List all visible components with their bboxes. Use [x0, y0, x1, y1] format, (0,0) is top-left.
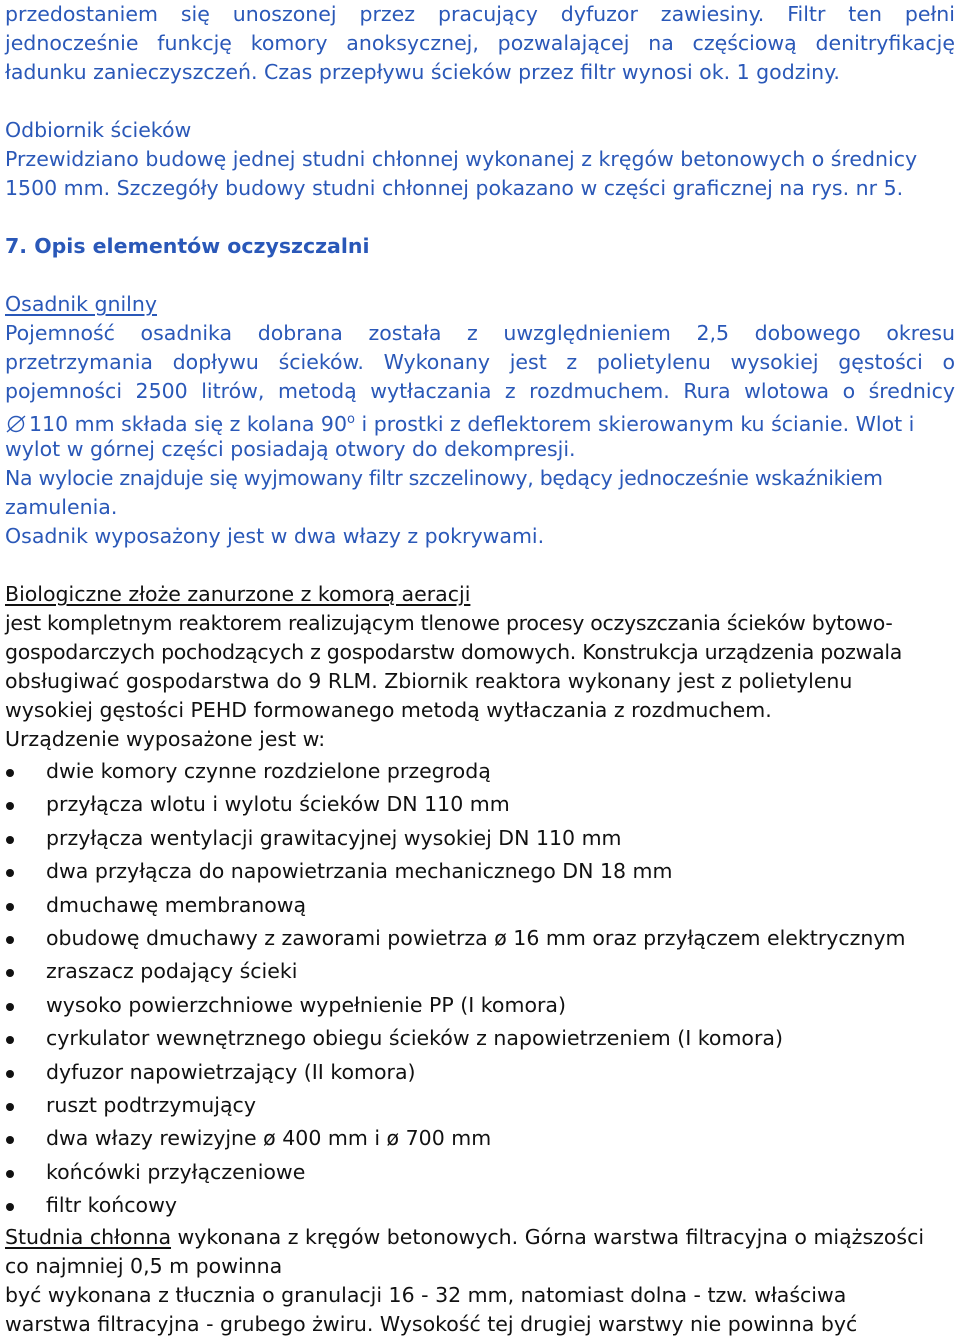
- list-item-text: końcówki przyłączeniowe: [46, 1159, 306, 1184]
- bullet-icon: [6, 1070, 14, 1078]
- bullet-icon: [6, 769, 14, 777]
- osadnik-line-4-a: 110 mm składa się z kolana 90: [29, 411, 348, 436]
- bullet-icon: [6, 1136, 14, 1144]
- zloze-line-2: gospodarczych pochodzących z gospodarstw domowych. Konstrukcja urządzenia pozwala: [5, 640, 903, 664]
- section-7-title: 7. Opis elementów oczyszczalni: [5, 234, 370, 258]
- studnia-line-4: warstwa filtracyjna - grubego żwiru. Wysokość tej drugiej warstwy nie powinna być: [5, 1312, 858, 1336]
- osadnik-line-5: wylot w górnej części posiadają otwory do dekompresji.: [5, 437, 576, 461]
- list-item-text: dwa przyłącza do napowietrzania mechanicznego DN 18 mm: [46, 859, 673, 884]
- list-item-text: dyfuzor napowietrzający (II komora): [46, 1059, 416, 1084]
- osadnik-line-3: pojemności 2500 litrów, metodą wytłaczania z rozdmuchem. Rura wlotowa o średnicy: [5, 379, 955, 403]
- list-item-text: zraszacz podający ścieki: [46, 959, 298, 984]
- intro-line-1: przedostaniem się unoszonej przez pracujący dyfuzor zawiesiny. Filtr ten pełni: [5, 2, 955, 26]
- studnia-line-1: [5, 1223, 924, 1251]
- list-item-text: wysoko powierzchniowe wypełnienie PP (I komora): [46, 992, 566, 1017]
- bullet-icon: [6, 1103, 14, 1111]
- osadnik-heading: Osadnik gnilny: [5, 292, 157, 316]
- bullet-icon: [6, 1203, 14, 1211]
- list-item-text: dwie komory czynne rozdzielone przegrodą: [46, 759, 491, 783]
- list-item-text: dwa włazy rewizyjne ø 400 mm i ø 700 mm: [46, 1126, 492, 1151]
- osadnik-line-8: Osadnik wyposażony jest w dwa włazy z pokrywami.: [5, 524, 545, 548]
- list-item-text: przyłącza wlotu i wylotu ścieków DN 110 mm: [46, 792, 510, 817]
- list-item-text: filtr końcowy: [46, 1193, 177, 1218]
- osadnik-line-6: Na wylocie znajduje się wyjmowany filtr szczelinowy, będący jednocześnie wskaźnikiem: [5, 466, 883, 490]
- bullet-icon: [6, 802, 14, 810]
- intro-line-3: ładunku zanieczyszczeń. Czas przepływu ścieków przez filtr wynosi ok. 1 godziny.: [5, 60, 840, 84]
- list-item-text: cyrkulator wewnętrznego obiegu ścieków z napowietrzeniem (I komora): [46, 1026, 783, 1051]
- osadnik-line-1: Pojemność osadnika dobrana została z uwzględnieniem 2,5 dobowego okresu: [5, 321, 955, 345]
- zloze-line-4: wysokiej gęstości PEHD formowanego metodą wytłaczania z rozdmuchem.: [5, 698, 772, 722]
- osadnik-line-7: zamulenia.: [5, 495, 118, 519]
- bullet-icon: [6, 936, 14, 944]
- osadnik-line-4-b: i prostki z deflektorem skierowanym ku ścianie. Wlot i: [354, 411, 915, 436]
- list-item-text: przyłącza wentylacji grawitacyjnej wysokiej DN 110 mm: [46, 825, 622, 850]
- intro-line-2: jednocześnie funkcję komory anoksycznej, pozwalającej na częściową denitryfikację: [5, 31, 955, 55]
- list-item-text: obudowę dmuchawy z zaworami powietrza ø 16 mm oraz przyłączem elektrycznym: [46, 926, 906, 950]
- zloze-line-3: obsługiwać gospodarstwa do 9 RLM. Zbiornik reaktora wykonany jest z polietylenu: [5, 669, 853, 693]
- diameter-icon: [5, 415, 27, 433]
- studnia-line-2: co najmniej 0,5 m powinna: [5, 1254, 283, 1278]
- odbiornik-heading: Odbiornik ścieków: [5, 118, 192, 142]
- bullet-icon: [6, 836, 14, 844]
- studnia-line-3: być wykonana z tłucznia o granulacji 16 - 32 mm, natomiast dolna - tzw. właściwa: [5, 1283, 847, 1307]
- odbiornik-line-2: 1500 mm. Szczegóły budowy studni chłonnej pokazano w części graficznej na rys. nr 5.: [5, 176, 904, 200]
- bullet-icon: [6, 869, 14, 877]
- bullet-icon: [6, 1036, 14, 1044]
- bullet-icon: [6, 969, 14, 977]
- bullet-icon: [6, 1003, 14, 1011]
- bullet-icon: [6, 903, 14, 911]
- studnia-heading: Studnia chłonna: [5, 1225, 172, 1249]
- osadnik-line-4: [5, 406, 914, 438]
- bullet-icon: [6, 1170, 14, 1178]
- zloze-heading: Biologiczne złoże zanurzone z komorą aeracji: [5, 582, 471, 606]
- studnia-line-1-rest: wykonana z kręgów betonowych. Górna warstwa filtracyjna o miąższości: [171, 1225, 925, 1249]
- zloze-line-1: jest kompletnym reaktorem realizującym tlenowe procesy oczyszczania ścieków bytowo-: [5, 611, 893, 635]
- zloze-line-5: Urządzenie wyposażone jest w:: [5, 727, 326, 751]
- osadnik-line-2: przetrzymania dopływu ścieków. Wykonany jest z polietylenu wysokiej gęstości o: [5, 350, 955, 374]
- list-item-text: ruszt podtrzymujący: [46, 1093, 256, 1117]
- degree-mark: o: [347, 412, 355, 427]
- odbiornik-line-1: Przewidziano budowę jednej studni chłonnej wykonanej z kręgów betonowych o średnicy: [5, 147, 918, 171]
- list-item-text: dmuchawę membranową: [46, 892, 307, 917]
